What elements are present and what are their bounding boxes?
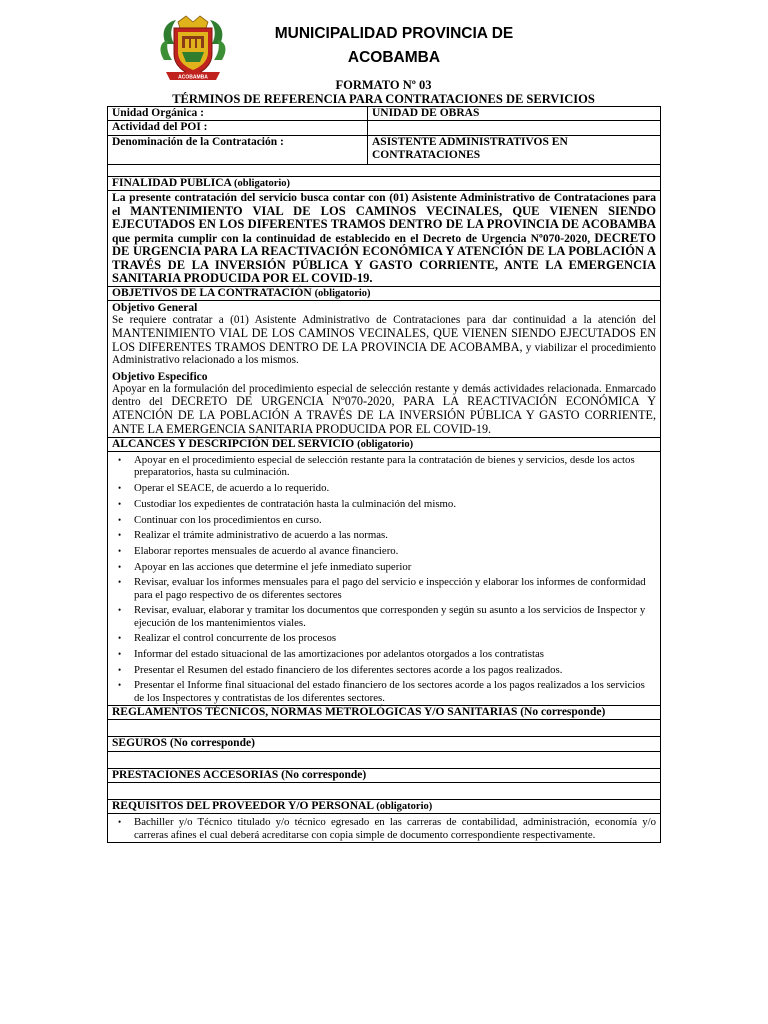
section-tag: (obligatorio): [234, 177, 291, 189]
objetivo-especifico-text: [112, 384, 656, 437]
finalidad-text-4: DECRETO DE URGENCIA PARA LA REACTIVACIÓN ECONÓMICA Y ATENCIÓN DE LA POBLACIÓN A TRAVÉS DE LA INVERSIÓN PÚBLICA Y GASTO CORRIENTE, ANTE LA EMERGENCIA SANITARIA PRODUCIDA POR EL COVID-19.: [112, 230, 656, 286]
field-row-denominacion: [108, 135, 661, 164]
section-objetivos-body: [108, 301, 661, 437]
section-tag: (obligatorio): [314, 288, 371, 300]
bullet-icon: •: [118, 514, 122, 525]
list-item: • Informar del estado situacional de las amortizaciones por adelantos otorgados a los contratistas: [118, 647, 544, 660]
objetivo-especifico-caps: DECRETO DE URGENCIA Nº070-2020, PARA LA REACTIVACIÓN ECONÓMICA Y ATENCIÓN DE LA POBLACIÓN A TRAVÉS DE LA INVERSIÓN PÚBLICA Y GASTO CORRIENTE, ANTE LA EMERGENCIA SANITARIA PRODUCIDA POR EL COVID-19.: [112, 394, 657, 437]
section-requisitos-body: [108, 814, 661, 842]
section-title: ALCANCES Y DESCRIPCIÓN DEL SERVICIO: [112, 437, 355, 450]
section-title: SEGUROS (No corresponde): [108, 737, 661, 751]
bullet-icon: •: [118, 498, 122, 509]
list-item: • Custodiar los expedientes de contratación hasta la culminación del mismo.: [118, 497, 457, 510]
section-alcances-header: [108, 437, 661, 451]
field-value: [368, 121, 661, 135]
list-item: • Presentar el Resumen del estado financiero de los diferentes sectores acorde a los pagos realizados.: [118, 663, 563, 676]
bullet-icon: •: [118, 545, 122, 556]
list-item: • Elaborar reportes mensuales de acuerdo al avance financiero.: [118, 544, 399, 557]
objetivo-general-text: [112, 315, 656, 366]
municipality-line-2: ACOBAMBA: [347, 49, 441, 66]
section-seguros-header: [108, 737, 661, 751]
list-item: • Bachiller y/o Técnico titulado y/o técnico egresado en las carreras de contabilidad, administración, economía y/o carreras afines el cual deberá acreditarse con copia simple de documento correspondiente respectivamente.: [118, 816, 656, 841]
bullet-icon: •: [118, 605, 122, 616]
bullet-icon: •: [118, 817, 122, 828]
section-tag: (obligatorio): [357, 438, 414, 450]
field-value: ASISTENTE ADMINISTRATIVOS EN CONTRATACIONES: [368, 135, 661, 164]
finalidad-text-2: MANTENIMIENTO VIAL DE LOS CAMINOS VECINALES, QUE VIENEN SIENDO EJECUTADOS EN LOS DIFERENTES TRAMOS DENTRO DE LA PROVINCIA DE ACOBAMBA: [112, 203, 657, 232]
objetivo-especifico-p1: Apoyar en la formulación del procedimiento especial de selección restante y demás actividades relacionada. Enmarcado dentro del: [112, 382, 656, 409]
section-prestaciones-header: [108, 768, 661, 782]
bullet-icon: •: [118, 561, 122, 572]
section-title: OBJETIVOS DE LA CONTRATACIÓN: [112, 287, 312, 300]
finalidad-text-1: La presente contratación del servicio busca contar con (01) Asistente Administrativo de Contrataciones para el: [112, 191, 656, 218]
field-value: UNIDAD DE OBRAS: [368, 107, 661, 121]
bullet-icon: •: [118, 530, 122, 541]
objetivo-general-title: Objetivo General: [112, 302, 198, 315]
bullet-icon: •: [118, 455, 122, 466]
requisitos-list: [112, 816, 656, 840]
municipal-crest-logo: [156, 14, 230, 84]
field-row-poi: [108, 121, 661, 135]
section-finalidad-body: [108, 191, 661, 287]
section-reglamentos-header: [108, 705, 661, 719]
bullet-icon: •: [118, 648, 122, 659]
objetivo-especifico-title: Objetivo Especifico: [112, 370, 208, 383]
section-title: REQUISITOS DEL PROVEEDOR Y/O PERSONAL: [112, 799, 374, 812]
list-item: • Realizar el control concurrente de los procesos: [118, 632, 337, 645]
bullet-icon: •: [118, 633, 122, 644]
list-item: • Apoyar en el procedimiento especial de selección restante para la contratación de bienes y servicios, desde los actos preparatorios, hasta su culminación.: [118, 454, 635, 479]
field-label: Unidad Orgánica :: [108, 107, 368, 121]
list-item: • Presentar el Informe final situacional del estado financiero de los sectores acorde a los pagos realizados a los servicios de los Inspectores y contratistas de los diferentes sectores.: [118, 679, 645, 704]
field-row-unidad: [108, 107, 661, 121]
spacer-row: [108, 164, 661, 176]
svg-text:ACOBAMBA: ACOBAMBA: [178, 74, 208, 81]
list-item: • Operar el SEACE, de acuerdo a lo requerido.: [118, 482, 330, 495]
document-heading: [107, 78, 660, 106]
section-tag: (obligatorio): [376, 800, 433, 812]
section-title: FINALIDAD PUBLICA: [112, 176, 232, 189]
section-finalidad-header: [108, 176, 661, 190]
objetivo-general-caps: MANTENIMIENTO VIAL DE LOS CAMINOS VECINALES, QUE VIENEN SIENDO EJECUTADOS EN LOS DIFERENTES TRAMOS DENTRO DE LA PROVINCIA DE ACOBAMBA,: [112, 326, 656, 355]
list-item: • Realizar el trámite administrativo de acuerdo a las normas.: [118, 529, 388, 542]
list-item: • Continuar con los procedimientos en curso.: [118, 513, 322, 526]
spacer-row: [108, 751, 661, 768]
bullet-icon: •: [118, 664, 122, 675]
section-requisitos-header: [108, 799, 661, 813]
section-alcances-body: [108, 452, 661, 705]
section-title: REGLAMENTOS TÉCNICOS, NORMAS METROLÓGICAS Y/O SANITARIAS (No corresponde): [108, 705, 661, 719]
objetivo-general-p2: y viabilizar el procedimiento Administrativo relacionado a los mismos.: [112, 342, 656, 366]
list-item: • Apoyar en las acciones que determine el jefe inmediato superior: [118, 560, 412, 573]
section-title: PRESTACIONES ACCESORIAS (No corresponde): [108, 768, 661, 782]
spacer-row: [108, 782, 661, 799]
list-item: • Revisar, evaluar, elaborar y tramitar los documentos que corresponden y según su asunto a los servicios de Inspector y ejecución de los mantenimientos viales.: [118, 604, 646, 629]
section-objetivos-header: [108, 287, 661, 301]
terms-table: [107, 106, 661, 843]
objetivo-general-p1: Se requiere contratar a (01) Asistente Administrativo de Contrataciones para dar continuidad a la atención del: [112, 314, 656, 327]
municipality-line-1: MUNICIPALIDAD PROVINCIA DE: [274, 25, 514, 42]
field-label: Denominación de la Contratación :: [108, 135, 368, 164]
format-number: FORMATO Nº 03: [335, 78, 432, 92]
document-title: TÉRMINOS DE REFERENCIA PARA CONTRATACIONES DE SERVICIOS: [172, 92, 595, 106]
spacer-row: [108, 720, 661, 737]
field-label: Actividad del POI :: [108, 121, 368, 135]
bullet-icon: •: [118, 577, 122, 588]
bullet-icon: •: [118, 680, 122, 691]
alcances-list: [112, 454, 656, 703]
finalidad-text-3: que permita cumplir con la continuidad de establecido en el Decreto de Urgencia Nº070-2020,: [112, 231, 595, 245]
municipality-name: [262, 22, 526, 70]
list-item: • Revisar, evaluar los informes mensuales para el pago del servicio e inspección y elaborar los informes de conformidad para el pago respectivo de os diferentes sectores: [118, 576, 646, 601]
bullet-icon: •: [118, 483, 122, 494]
